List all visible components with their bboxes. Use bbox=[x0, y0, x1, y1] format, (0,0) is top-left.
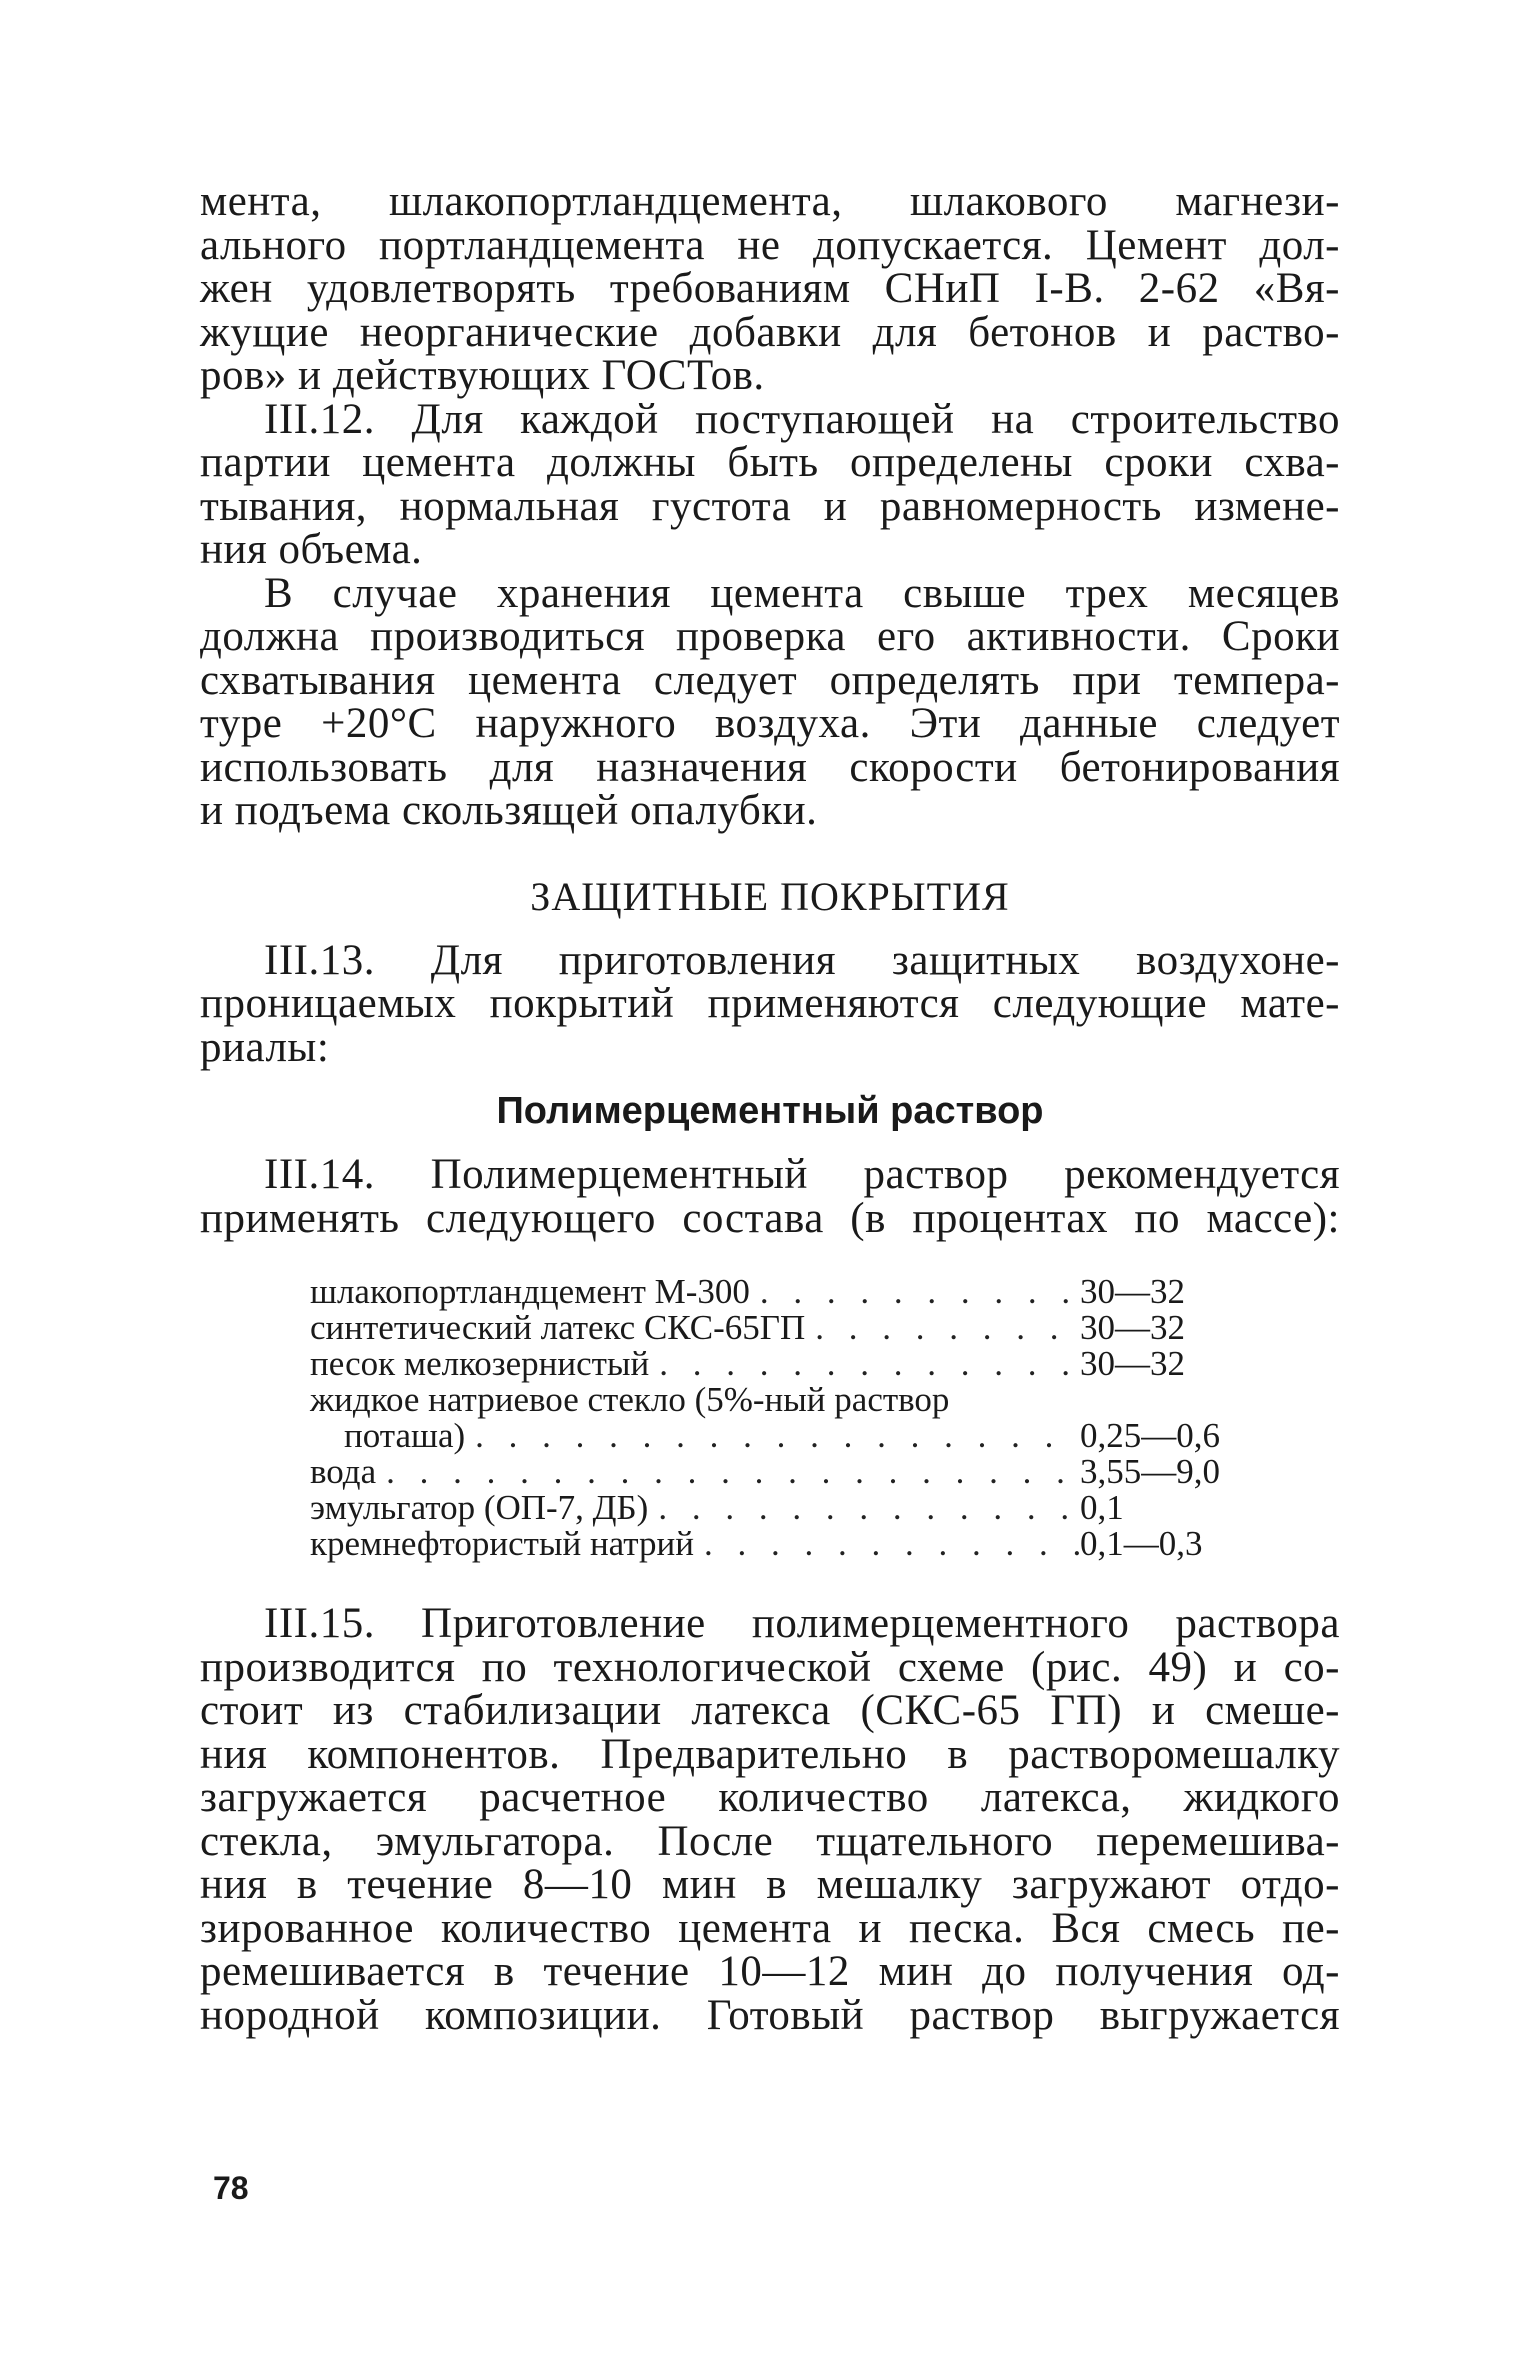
recipe-value: 0,1—0,3 bbox=[1080, 1524, 1203, 1563]
text-line: ремешивается в течение 10—12 мин до получения од- bbox=[200, 1948, 1340, 1995]
text-line: жен удовлетворять требованиям СНиП I-В. 2-62 «Вя- bbox=[200, 265, 1340, 312]
recipe-component: песок мелкозернистый bbox=[310, 1344, 650, 1383]
recipe-row bbox=[310, 1418, 1220, 1454]
recipe-list bbox=[310, 1274, 1220, 1562]
text-line: должна производиться проверка его активности. Сроки bbox=[200, 613, 1340, 660]
text-line: ров» и действующих ГОСТов. bbox=[200, 352, 765, 399]
paragraph-III-14 bbox=[200, 1153, 1340, 1240]
text-line: III.12. Для каждой поступающей на строительство bbox=[264, 395, 1340, 443]
paragraph-cement-requirements bbox=[200, 180, 1340, 398]
recipe-component: поташа) bbox=[344, 1416, 466, 1455]
leader-dots bbox=[694, 1526, 1080, 1562]
text-line: В случае хранения цемента свыше трех месяцев bbox=[264, 569, 1340, 617]
text-line: стекла, эмульгатора. После тщательного перемешива- bbox=[200, 1817, 1340, 1865]
recipe-component: кремнефтористый натрий bbox=[310, 1524, 694, 1563]
text-line: риалы: bbox=[200, 1023, 330, 1071]
paragraph-storage bbox=[200, 569, 1340, 834]
text-line: мента, шлакопортландцемента, шлакового магнези- bbox=[200, 178, 1340, 225]
recipe-component: вода bbox=[310, 1452, 377, 1491]
recipe-component: синтетический латекс СКС-65ГП bbox=[310, 1308, 806, 1347]
text-line: ния объема. bbox=[200, 526, 423, 573]
recipe-component: шлакопортландцемент М-300 bbox=[310, 1272, 750, 1311]
text-line: и подъема скользящей опалубки. bbox=[200, 787, 818, 834]
text-line: III.13. Для приготовления защитных воздухоне- bbox=[264, 936, 1340, 984]
recipe-row bbox=[310, 1454, 1220, 1490]
text-line: тывания, нормальная густота и равномерность измене- bbox=[200, 482, 1340, 530]
recipe-value: 30—32 bbox=[1080, 1344, 1185, 1383]
text-line: ального портландцемента не допускается. Цемент дол- bbox=[200, 221, 1340, 269]
text-line: III.14. Полимерцементный раствор рекомендуется bbox=[264, 1151, 1340, 1198]
page-number: 78 bbox=[213, 2170, 249, 2206]
paragraph-III-12 bbox=[200, 395, 1340, 573]
text-line: производится по технологической схеме (рис. 49) и со- bbox=[200, 1643, 1340, 1691]
recipe-row bbox=[310, 1490, 1220, 1526]
section-heading: ЗАЩИТНЫЕ ПОКРЫТИЯ bbox=[530, 873, 1010, 919]
text-line: применять следующего состава (в процентах по массе): bbox=[200, 1194, 1340, 1242]
text-line: загружается расчетное количество латекса, жидкого bbox=[200, 1774, 1340, 1821]
leader-dots bbox=[805, 1310, 1080, 1346]
text-line: ния компонентов. Предварительно в растворомешалку bbox=[200, 1730, 1340, 1778]
recipe-row bbox=[310, 1310, 1220, 1346]
recipe-value: 0,25—0,6 bbox=[1080, 1416, 1220, 1455]
text-line: стоит из стабилизации латекса (СКС-65 ГП) и смеше- bbox=[200, 1687, 1340, 1734]
recipe-row bbox=[310, 1382, 1220, 1418]
text-line: зированное количество цемента и песка. Вся смесь пе- bbox=[200, 1904, 1340, 1952]
text-line: схватывания цемента следует определять при темпера- bbox=[200, 656, 1340, 704]
paragraph-III-13 bbox=[200, 936, 1340, 1071]
recipe-value: 3,55—9,0 bbox=[1080, 1452, 1220, 1491]
recipe-row bbox=[310, 1346, 1220, 1382]
recipe-value: 30—32 bbox=[1080, 1308, 1185, 1347]
text-line: проницаемых покрытий применяются следующие мате- bbox=[200, 980, 1340, 1027]
text-line: ния в течение 8—10 мин в мешалку загружают отдо- bbox=[200, 1861, 1340, 1908]
leader-dots bbox=[376, 1454, 1080, 1490]
page-body bbox=[200, 180, 1340, 2037]
leader-dots bbox=[750, 1274, 1080, 1310]
recipe-row bbox=[310, 1274, 1220, 1310]
recipe-value: 0,1 bbox=[1080, 1488, 1124, 1527]
subsection-heading: Полимерцементный раствор bbox=[496, 1090, 1044, 1132]
text-line: партии цемента должны быть определены сроки схва- bbox=[200, 439, 1340, 486]
leader-dots bbox=[465, 1418, 1080, 1454]
leader-dots bbox=[648, 1490, 1080, 1526]
text-line: нородной композиции. Готовый раствор выгружается bbox=[200, 1991, 1340, 2039]
recipe-row bbox=[310, 1526, 1220, 1562]
recipe-component: жидкое натриевое стекло (5%-ный раствор bbox=[310, 1380, 950, 1419]
text-line: туре +20°С наружного воздуха. Эти данные следует bbox=[200, 700, 1340, 747]
text-line: жущие неорганические добавки для бетонов и раство- bbox=[200, 308, 1340, 356]
recipe-value: 30—32 bbox=[1080, 1272, 1185, 1311]
text-line: использовать для назначения скорости бетонирования bbox=[200, 743, 1340, 791]
paragraph-III-15 bbox=[200, 1602, 1340, 2037]
recipe-component: эмульгатор (ОП-7, ДБ) bbox=[310, 1488, 649, 1527]
text-line: III.15. Приготовление полимерцементного раствора bbox=[264, 1600, 1340, 1647]
leader-dots bbox=[649, 1346, 1080, 1382]
